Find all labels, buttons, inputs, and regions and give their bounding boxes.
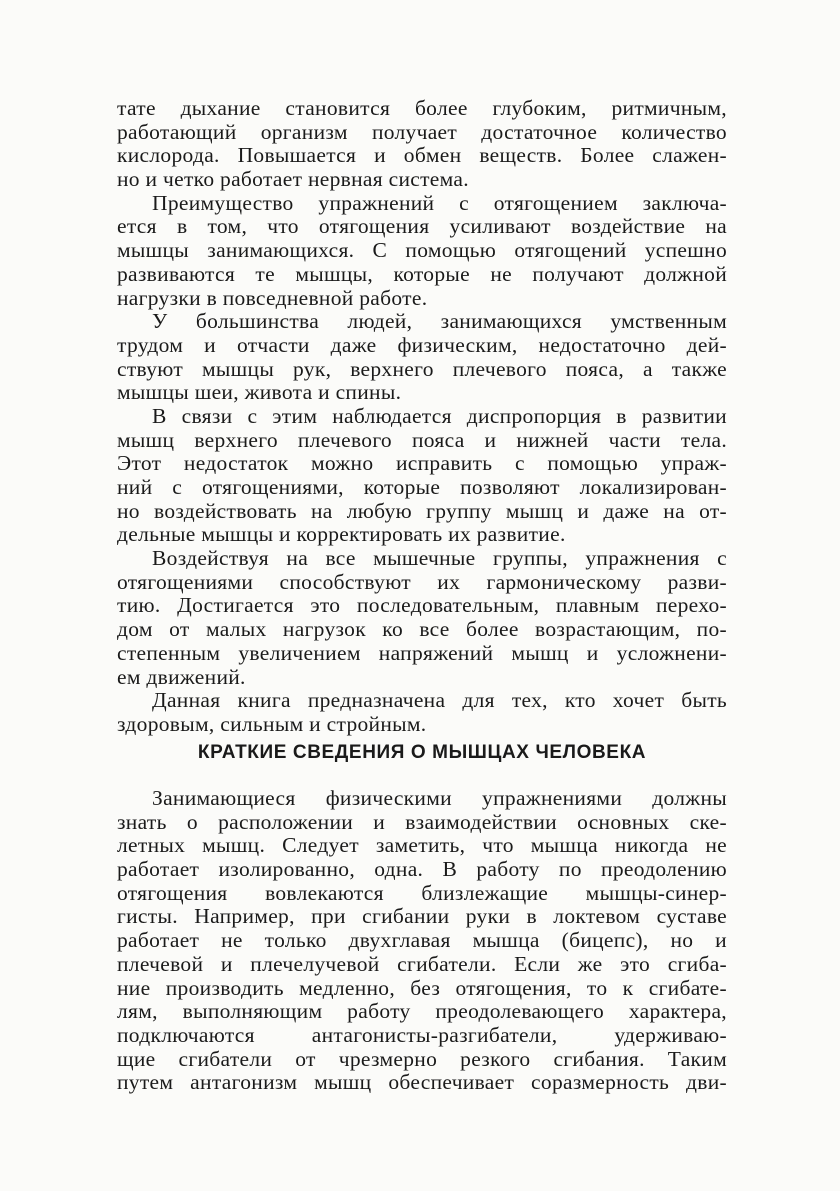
text-line: работает не только двухглавая мышца (бицепс), но и	[117, 928, 727, 953]
text-line: подключаются антагонисты-разгибатели, удерживаю-	[117, 1022, 727, 1047]
text-line: отягощения вовлекаются близлежащие мышцы-синер-	[117, 880, 727, 905]
text-line: мышц верхнего плечевого пояса и нижней части тела.	[117, 427, 727, 452]
text-line: мышцы шеи, живота и спины.	[117, 380, 402, 405]
text-line: отягощениями способствуют их гармоническому разви-	[117, 569, 727, 594]
text-line: дельные мышцы и корректировать их развитие.	[117, 522, 566, 547]
text-line: летных мышц. Следует заметить, что мышца никогда не	[117, 833, 727, 858]
text-line: ется в том, что отягощения усиливают воздействие на	[117, 214, 727, 239]
text-line: тате дыхание становится более глубоким, ритмичным,	[117, 96, 727, 120]
text-line: ствуют мышцы рук, верхнего плечевого пояса, а также	[117, 356, 727, 381]
text-line: дом от малых нагрузок ко все более возрастающим, по-	[117, 617, 727, 642]
text-line: развиваются те мышцы, которые не получают должной	[117, 261, 727, 286]
text-line: Воздействуя на все мышечные группы, упражнения с	[152, 546, 727, 571]
text-line: ем движений.	[117, 664, 246, 689]
section-text	[117, 787, 727, 1095]
text-line: Занимающиеся физическими упражнениями должны	[152, 786, 727, 810]
text-line: Преимущество упражнений с отягощением заключа-	[152, 190, 727, 215]
text-line: кислорода. Повышается и обмен веществ. Более слажен-	[117, 143, 727, 168]
text-line: мышцы занимающихся. С помощью отягощений успешно	[117, 238, 727, 263]
text-line: работает изолированно, одна. В работу по преодолению	[117, 857, 727, 882]
text-line: но и четко работает нервная система.	[117, 167, 469, 192]
text-line: лям, выполняющим работу преодолевающего характера,	[117, 999, 727, 1024]
text-line: нагрузки в повседневной работе.	[117, 285, 428, 310]
text-line: тию. Достигается это последовательным, плавным перехо-	[117, 593, 727, 618]
intro-text	[117, 97, 727, 737]
text-line: ние производить медленно, без отягощения, то к сгибате-	[117, 975, 727, 1000]
text-line: У большинства людей, занимающихся умственным	[152, 309, 727, 334]
text-line: плечевой и плечелучевой сгибатели. Если же это сгиба-	[117, 951, 727, 976]
text-line: знать о расположении и взаимодействии основных ске-	[117, 809, 727, 834]
text-line: гисты. Например, при сгибании руки в локтевом суставе	[117, 904, 727, 929]
text-line: здоровым, сильным и стройным.	[117, 711, 427, 736]
text-line: Этот недостаток можно исправить с помощью упраж-	[117, 451, 727, 476]
text-line: В связи с этим наблюдается диспропорция в развитии	[152, 403, 727, 428]
text-line: Данная книга предназначена для тех, кто хочет быть	[152, 688, 727, 713]
text-line: ний с отягощениями, которые позволяют локализирован-	[117, 475, 727, 499]
text-line: работающий организм получает достаточное количество	[117, 119, 727, 144]
text-line: степенным увеличением напряжений мышц и усложнени-	[117, 640, 727, 665]
text-line: но воздействовать на любую группу мышц и даже на от-	[117, 498, 727, 523]
text-line: трудом и отчасти даже физическим, недостаточно дей-	[117, 332, 727, 357]
text-line: щие сгибатели от чрезмерно резкого сгибания. Таким	[117, 1046, 727, 1071]
text-line: путем антагонизм мышц обеспечивает соразмерность дви-	[117, 1070, 727, 1095]
section-heading: КРАТКИЕ СВЕДЕНИЯ О МЫШЦАХ ЧЕЛОВЕКА	[197, 742, 647, 763]
